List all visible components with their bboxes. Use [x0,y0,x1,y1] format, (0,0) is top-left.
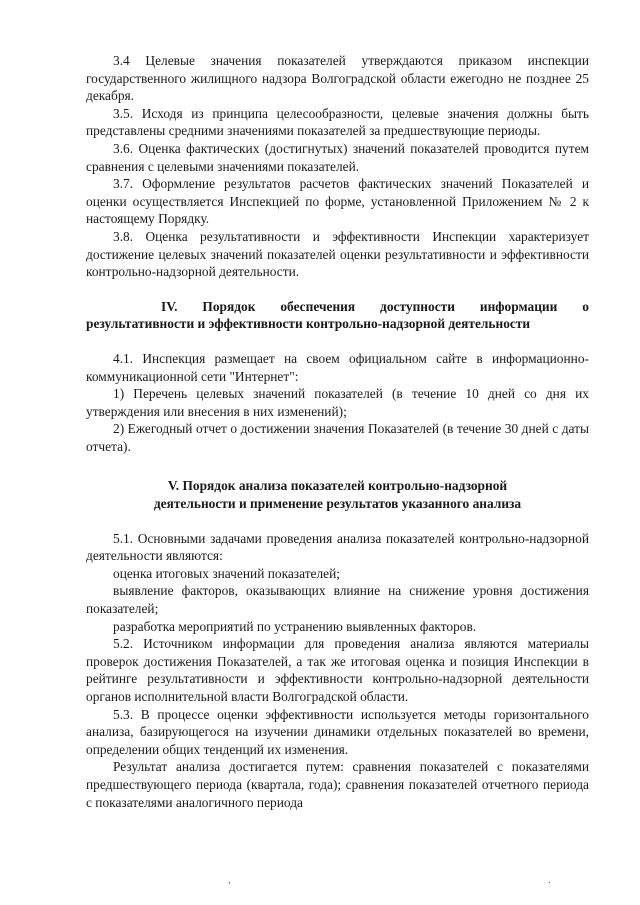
list-item-5-1-3: разработка мероприятий по устранению выявленных факторов. [113,618,477,634]
paragraph-3-4: 3.4 Целевые значения показателей утверждаются приказом инспекции государственного жилищного надзора Волгоградской области ежегодно не позднее 25 декабря. [86,53,589,104]
spacer [86,333,589,350]
spacer [86,513,589,530]
section-4-heading: IV. Порядок обеспечения доступности информации о результативности и эффективности контрольно-надзорной деятельности [86,298,589,332]
paragraph-5-3-result: Результат анализа достигается путем: сравнения показателей с показателями предшествующего периода (квартала, года); сравнения показателей отчетного периода с показателями аналогичного периода [86,759,589,810]
section-5-heading-line2: деятельности и применение результатов указанного анализа [153,496,522,512]
scan-mark: . [548,876,551,886]
paragraph-5-3: 5.3. В процессе оценки эффективности используется методы горизонтального анализа, базирующегося на изучении динамики отдельных показателей во времени, определении общих тенденций их изменения. [86,706,589,757]
paragraph-5-2: 5.2. Источником информации для проведения анализа являются материалы проверок достижения Показателей, а так же итоговая оценка и позиция Инспекции в рейтинге результативности и эффективности контрольно-надзорной деятельности органов исполнительной власти Волгоградской области. [86,636,589,704]
list-item-4-1-2: 2) Ежегодный отчет о достижении значения Показателей (в течение 30 дней с даты отчета). [86,421,589,454]
section-5-heading-line1: V. Порядок анализа показателей контрольно-надзорной [167,478,508,494]
paragraph-3-6: 3.6. Оценка фактических (достигнутых) значений показателей проводится путем сравнения с целевыми значениями показателей. [86,140,589,174]
scan-mark: , [228,876,231,886]
paragraph-3-7: 3.7. Оформление результатов расчетов фактических значений Показателей и оценки осуществляется Инспекцией по форме, установленной Приложением № 2 к настоящему Порядку. [86,176,589,227]
paragraph-5-1: 5.1. Основными задачами проведения анализа показателей контрольно-надзорной деятельности являются: [86,530,589,564]
paragraph-3-5: 3.5. Исходя из принципа целесообразности, целевые значения должны быть представлены средними значениями показателей за предшествующие периоды. [86,105,589,139]
list-item-4-1-1: 1) Перечень целевых значений показателей (в течение 10 дней со дня их утверждения или внесения в них изменений); [86,386,589,419]
spacer [86,281,589,298]
list-item-5-1-2: выявление факторов, оказывающих влияние на снижение уровня достижения показателей; [86,583,589,617]
list-item-5-1-1: оценка итоговых значений показателей; [113,565,341,581]
paragraph-4-1: 4.1. Инспекция размещает на своем официальном сайте в информационно-коммуникационной сети "Интернет": [86,350,589,384]
paragraph-3-8: 3.8. Оценка результативности и эффективности Инспекции характеризует достижение целевых значений показателей оценки результативности и эффективности контрольно-надзорной деятельности. [86,228,589,280]
spacer [86,455,589,477]
section-5-heading [86,477,589,512]
document-page [86,52,589,811]
